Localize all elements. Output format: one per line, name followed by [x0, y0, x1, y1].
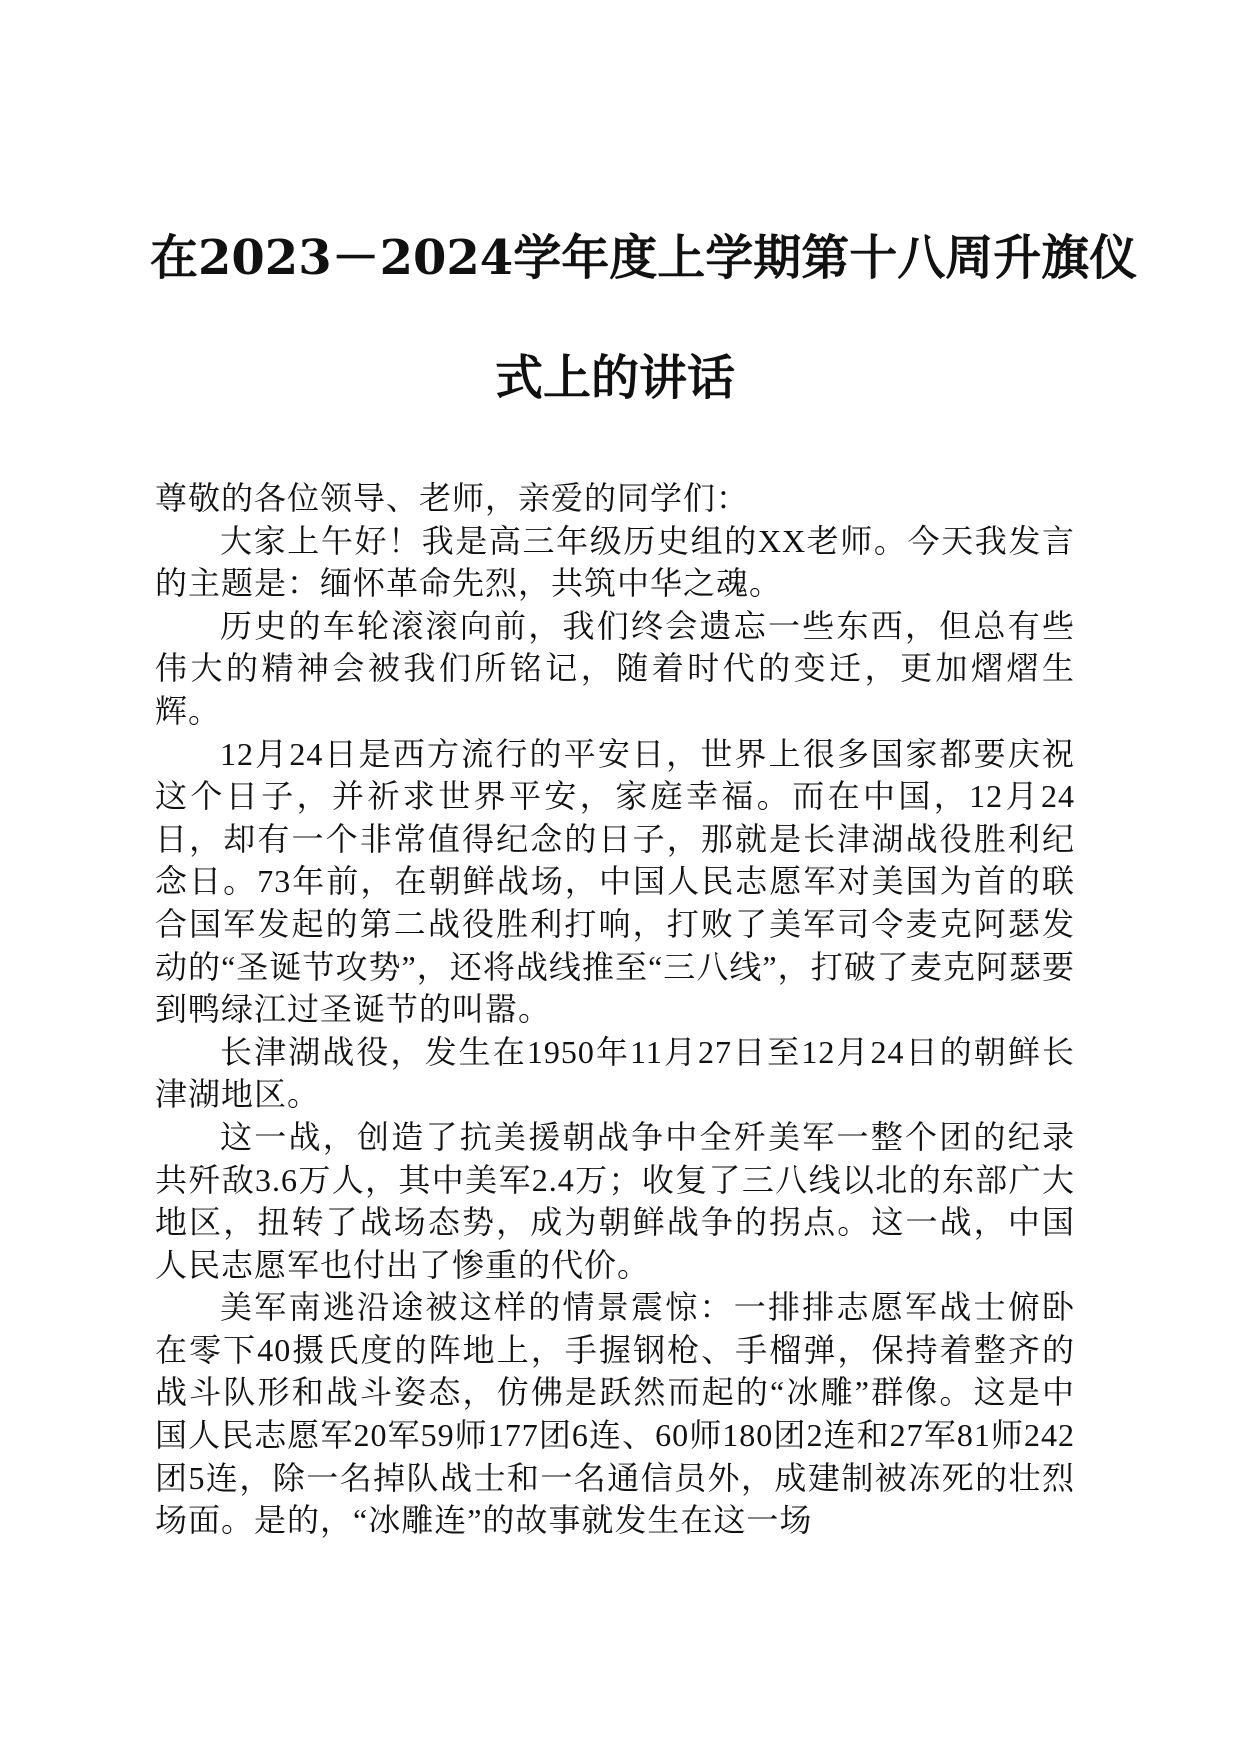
greeting-paragraph: 尊敬的各位领导、老师，亲爱的同学们：: [155, 480, 750, 516]
title-line-1: 在2023－2024学年度上学期第十八周升旗仪: [150, 230, 1138, 286]
title-line-2: 式上的讲话: [494, 350, 735, 406]
body-paragraph: 这一战，创造了抗美援朝战争中全歼美军一整个团的纪录共歼敌3.6万人，其中美军2.4万；收复了三八线以北的东部广大地区，扭转了战场态势，成为朝鲜战争的拐点。这一战，中国人民志愿军也付出了惨重的代价。: [155, 1118, 1075, 1283]
speech-body: [155, 477, 1075, 1542]
body-paragraph: 长津湖战役，发生在1950年11月27日至12月24日的朝鲜长津湖地区。: [155, 1033, 1075, 1113]
body-paragraph: 美军南逃沿途被这样的情景震惊：一排排志愿军战士俯卧在零下40摄氏度的阵地上，手握钢枪、手榴弹，保持着整齐的战斗队形和战斗姿态，仿佛是跃然而起的“冰雕”群像。这是中国人民志愿军20军59师177团6连、60师180团2连和27军81师242团5连，除一名掉队战士和一名通信员外，成建制被冻死的壮烈场面。是的，“冰雕连”的故事就发生在这一场: [155, 1289, 1075, 1539]
body-paragraph: 大家上午好！我是高三年级历史组的XX老师。今天我发言的主题是：缅怀革命先烈，共筑中华之魂。: [155, 522, 1075, 602]
body-paragraph: 历史的车轮滚滚向前，我们终会遗忘一些东西，但总有些伟大的精神会被我们所铭记，随着时代的变迁，更加熠熠生辉。: [155, 607, 1075, 729]
body-paragraph: 12月24日是西方流行的平安日，世界上很多国家都要庆祝这个日子，并祈求世界平安，家庭幸福。而在中国，12月24日，却有一个非常值得纪念的日子，那就是长津湖战役胜利纪念日。73年前，在朝鲜战场，中国人民志愿军对美国为首的联合国军发起的第二战役胜利打响，打败了美军司令麦克阿瑟发动的“圣诞节攻势”，还将战线推至“三八线”，打破了麦克阿瑟要到鸭绿江过圣诞节的叫嚣。: [155, 735, 1075, 1028]
